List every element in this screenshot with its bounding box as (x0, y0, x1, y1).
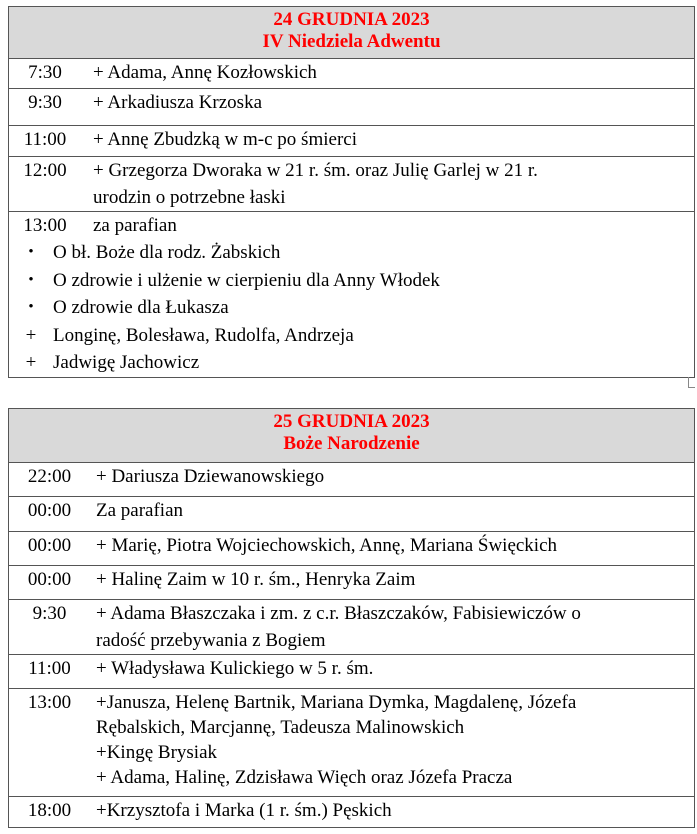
mass-time: 18:00 (27, 800, 72, 821)
mass-row (9, 689, 695, 797)
mass-row (9, 157, 695, 212)
mass-row (9, 797, 695, 828)
paragraph-mark-icon (688, 377, 695, 388)
intention-item (9, 267, 694, 295)
mass-time: 11:00 (23, 129, 67, 150)
mass-row (9, 126, 695, 157)
mass-time: 00:00 (27, 569, 72, 590)
bullet-icon: • (28, 271, 34, 288)
mass-intention: +Janusza, Helenę Bartnik, Mariana Dymka, Magdalenę, Józefa Rębalskich, Marcjannę, Tadeusza Malinowskich +Kingę Brysiak + Adama, Halinę, Zdzisława Więch oraz Józefa Pracza (96, 692, 577, 788)
intention-text: O zdrowie i ulżenie w cierpieniu dla Anny Włodek (53, 269, 440, 291)
mass-time: 12:00 (23, 160, 67, 181)
mass-intention: Za parafian (96, 500, 184, 521)
mass-row (9, 566, 695, 600)
mass-time: 13:00 (27, 692, 72, 713)
mass-row (9, 532, 695, 566)
mass-time: 22:00 (27, 466, 72, 487)
mass-time: 11:00 (28, 658, 71, 679)
mass-intention: + Halinę Zaim w 10 r. śm., Henryka Zaim (96, 569, 416, 590)
day-name: Boże Narodzenie (283, 433, 420, 454)
intention-text: O bł. Boże dla rodz. Żabskich (53, 242, 281, 263)
schedule-table-day-2 (8, 408, 695, 828)
mass-intention: + Dariusza Dziewanowskiego (96, 466, 325, 487)
mass-time: 9:30 (32, 603, 67, 624)
intention-item (9, 349, 694, 377)
mass-time: 00:00 (27, 500, 72, 521)
mass-row (9, 212, 695, 378)
mass-intention: + Władysława Kulickiego w 5 r. śm. (96, 658, 374, 679)
bullet-icon: • (28, 244, 34, 260)
intention-item (9, 322, 694, 350)
schedule-table-day-1 (8, 6, 695, 378)
day-header (9, 409, 695, 463)
intention-text: Jadwigę Jachowicz (53, 352, 200, 374)
mass-intention: + Adama Błaszczaka i zm. z c.r. Błaszczaków, Fabisiewiczów o radość przebywania z Bogiem (96, 603, 581, 651)
day-date: 25 GRUDNIA 2023 (273, 411, 430, 432)
plus-icon: + (25, 352, 37, 374)
mass-row (9, 59, 695, 89)
mass-intention: + Grzegorza Dworaka w 21 r. śm. oraz Julię Garlej w 21 r. urodzin o potrzebne łaski (93, 160, 538, 208)
mass-row (9, 463, 695, 497)
mass-row (9, 655, 695, 689)
day-header (9, 7, 695, 59)
mass-intention: + Annę Zbudzką w m-c po śmierci (93, 129, 357, 150)
mass-intention: za parafian (93, 215, 177, 236)
day-name: IV Niedziela Adwentu (262, 31, 441, 52)
mass-row (9, 600, 695, 655)
mass-intention: +Krzysztofa i Marka (1 r. śm.) Pęskich (96, 800, 392, 821)
mass-intention: + Arkadiusza Krzoska (93, 92, 262, 113)
mass-time: 13:00 (23, 215, 67, 236)
mass-time: 9:30 (28, 92, 62, 113)
mass-row (9, 89, 695, 126)
bullet-icon: • (28, 299, 34, 316)
mass-intention: + Adama, Annę Kozłowskich (93, 62, 317, 83)
intention-text: O zdrowie dla Łukasza (53, 297, 229, 319)
intention-item (9, 294, 694, 322)
mass-time: 00:00 (27, 535, 72, 556)
mass-row (9, 497, 695, 532)
intention-item (9, 239, 694, 267)
mass-time: 7:30 (28, 62, 62, 83)
plus-icon: + (25, 324, 37, 346)
day-date: 24 GRUDNIA 2023 (273, 9, 430, 30)
intention-text: Longinę, Bolesława, Rudolfa, Andrzeja (53, 324, 354, 346)
mass-intention: + Marię, Piotra Wojciechowskich, Annę, Mariana Święckich (96, 535, 558, 556)
